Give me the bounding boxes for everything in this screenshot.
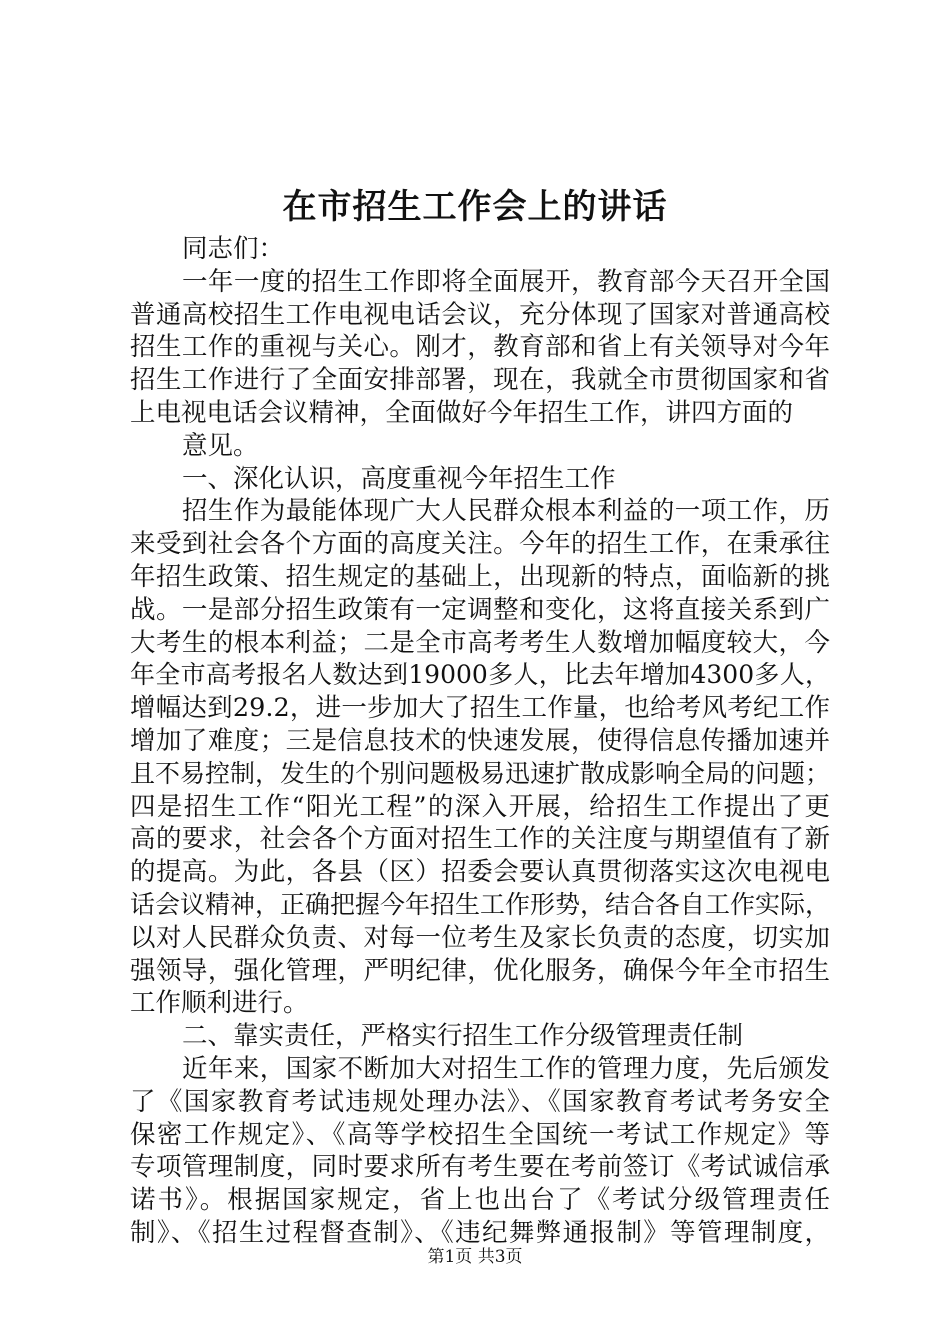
- text-line: 且不易控制，发生的个别问题极易迅速扩散成影响全局的问题；: [130, 758, 831, 788]
- text-line: 大考生的根本利益；二是全市高考考生人数增加幅度较大，今: [130, 627, 830, 658]
- document-body: [130, 233, 830, 1250]
- text-line: 专项管理制度，同时要求所有考生要在考前签订《考试诚信承: [130, 1152, 830, 1183]
- text-line: 四是招生工作“阳光工程”的深入开展，给招生工作提出了更: [130, 791, 830, 822]
- text-line: 高的要求，社会各个方面对招生工作的关注度与期望值有了新: [130, 824, 830, 855]
- text-line: 意见。: [182, 430, 259, 461]
- text-line: 制》、《招生过程督查制》、《违纪舞弊通报制》等管理制度，: [130, 1217, 830, 1248]
- text-line: 诺书》。根据国家规定，省上也出台了《考试分级管理责任: [130, 1185, 830, 1216]
- text-line: 一年一度的招生工作即将全面展开，教育部今天召开全国: [182, 266, 830, 297]
- text-line: 招生作为最能体现广大人民群众根本利益的一项工作，历: [182, 496, 830, 527]
- text-line: 普通高校招生工作电视电话会议，充分体现了国家对普通高校: [130, 299, 830, 330]
- text-line: 来受到社会各个方面的高度关注。今年的招生工作，在秉承往: [130, 529, 830, 560]
- text-line: 强领导，强化管理，严明纪律，优化服务，确保今年全市招生: [130, 955, 830, 986]
- text-line: 了《国家教育考试违规处理办法》、《国家教育考试考务安全: [130, 1086, 830, 1117]
- text-line: 话会议精神，正确把握今年招生工作形势，结合各自工作实际，: [130, 889, 831, 919]
- text-line: 上电视电话会议精神，全面做好今年招生工作，讲四方面的: [130, 397, 794, 428]
- page-footer: 第1页 共3页: [427, 1247, 523, 1267]
- text-line: 年全市高考报名人数达到19000多人，比去年增加4300多人，: [130, 660, 830, 690]
- text-line: 增加了难度；三是信息技术的快速发展，使得信息传播加速并: [130, 725, 830, 756]
- text-line: 年招生政策、招生规定的基础上，出现新的特点，面临新的挑: [130, 561, 830, 592]
- text-line: 增幅达到29.2，进一步加大了招生工作量，也给考风考纪工作: [130, 693, 830, 724]
- text-line: 二、靠实责任，严格实行招生工作分级管理责任制: [182, 1021, 744, 1052]
- text-line: 近年来，国家不断加大对招生工作的管理力度，先后颁发: [182, 1053, 830, 1084]
- text-line: 同志们：: [182, 234, 285, 264]
- text-line: 招生工作进行了全面安排部署，现在，我就全市贯彻国家和省: [130, 365, 830, 396]
- text-line: 保密工作规定》、《高等学校招生全国统一考试工作规定》等: [130, 1119, 830, 1150]
- text-line: 工作顺利进行。: [130, 988, 309, 1019]
- document-title: 在市招生工作会上的讲话: [282, 187, 668, 227]
- text-line: 招生工作的重视与关心。刚才，教育部和省上有关领导对今年: [130, 332, 830, 363]
- text-line: 的提高。为此，各县（区）招委会要认真贯彻落实这次电视电: [130, 857, 830, 888]
- text-line: 战。一是部分招生政策有一定调整和变化，这将直接关系到广: [130, 594, 830, 625]
- text-line: 一、深化认识，高度重视今年招生工作: [182, 463, 616, 494]
- text-line: 以对人民群众负责、对每一位考生及家长负责的态度，切实加: [130, 922, 830, 953]
